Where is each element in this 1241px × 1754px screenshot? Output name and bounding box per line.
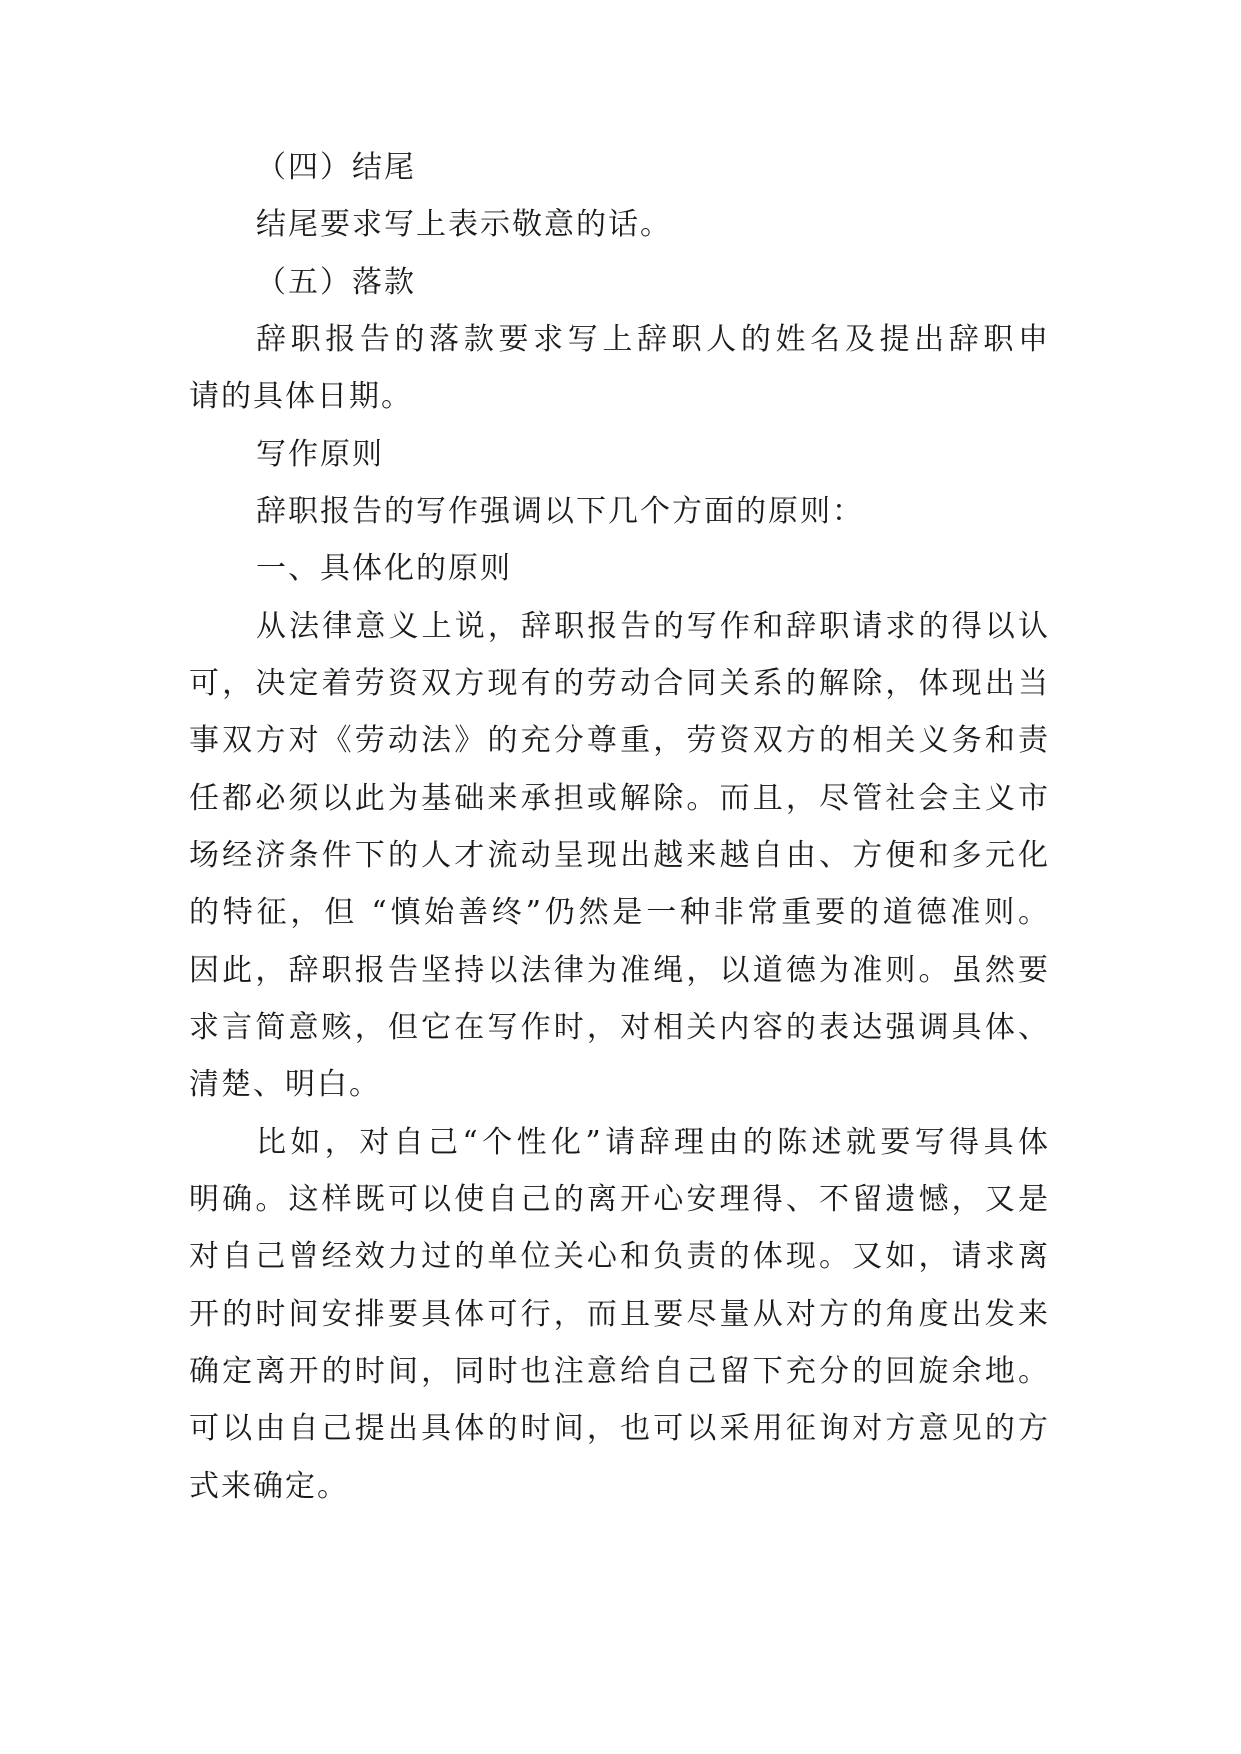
paragraph-line: 任都必须以此为基础来承担或解除。而且，尽管社会主义市 [189, 781, 1050, 816]
paragraph-line: 可，决定着劳资双方现有的劳动合同关系的解除，体现出当 [189, 666, 1050, 701]
heading-writing-principles: 写作原则 [256, 437, 384, 472]
paragraph-line: 明确。这样既可以使自己的离开心安理得、不留遗憾，又是 [189, 1182, 1050, 1217]
paragraph-line: 开的时间安排要具体可行，而且要尽量从对方的角度出发来 [189, 1297, 1050, 1332]
paragraph-line: 辞职报告的落款要求写上辞职人的姓名及提出辞职申 [256, 322, 1050, 357]
heading-principle-1: 一、具体化的原则 [256, 551, 512, 586]
paragraph-line: 从法律意义上说，辞职报告的写作和辞职请求的得以认 [256, 609, 1050, 644]
heading-ending: （四）结尾 [256, 150, 416, 185]
paragraph-line: 结尾要求写上表示敬意的话。 [256, 207, 672, 242]
paragraph-line: 因此，辞职报告坚持以法律为准绳，以道德为准则。虽然要 [189, 953, 1050, 988]
paragraph-line: 求言简意赅，但它在写作时，对相关内容的表达强调具体、 [189, 1010, 1050, 1045]
paragraph-line: 式来确定。 [189, 1469, 349, 1504]
paragraph-line: 的特征，但 “慎始善终”仍然是一种非常重要的道德准则。 [189, 895, 1050, 930]
heading-signature: （五）落款 [256, 265, 416, 300]
paragraph-line: 清楚、明白。 [189, 1067, 381, 1102]
paragraph-line: 对自己曾经效力过的单位关心和负责的体现。又如，请求离 [189, 1239, 1050, 1274]
paragraph-line: 比如，对自己“个性化”请辞理由的陈述就要写得具体 [256, 1125, 1050, 1160]
paragraph-line: 辞职报告的写作强调以下几个方面的原则： [256, 494, 864, 529]
paragraph-line: 请的具体日期。 [189, 379, 413, 414]
paragraph-line: 事双方对《劳动法》的充分尊重，劳资双方的相关义务和责 [189, 723, 1050, 758]
paragraph-line: 确定离开的时间，同时也注意给自己留下充分的回旋余地。 [189, 1354, 1050, 1389]
paragraph-line: 场经济条件下的人才流动呈现出越来越自由、方便和多元化 [189, 838, 1050, 873]
paragraph-line: 可以由自己提出具体的时间，也可以采用征询对方意见的方 [189, 1411, 1050, 1446]
